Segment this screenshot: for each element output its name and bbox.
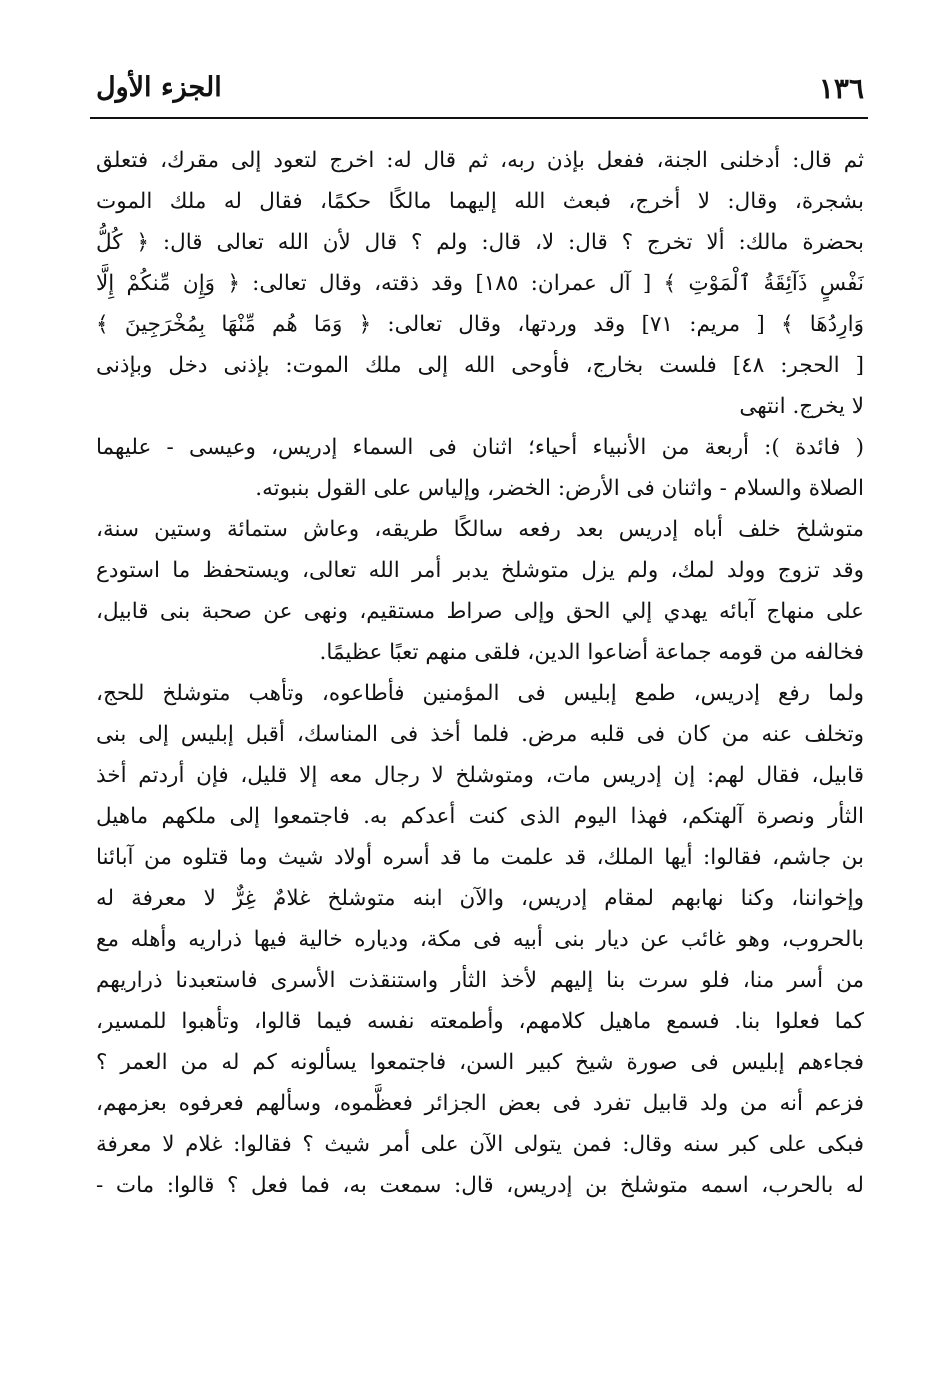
text-line: كما فعلوا بنا. فسمع ماهيل كلامهم، وأطمعته نفسه فيما قالوا، وتأهبوا للمسير، <box>96 1009 864 1034</box>
text-line: على منهاج آبائه يهدي إلي الحق وإلى صراط مستقيم، ونهى عن صحبة بنى قابيل، <box>96 599 864 624</box>
text-line: بن جاشم، فقالوا: أيها الملك، قد علمت ما قد أسره أولاد شيث وما قتلوه من آبائنا <box>96 845 864 870</box>
text-line: وتخلف عنه من كان فى قلبه مرض. فلما أخذ فى المناسك، أقبل إبليس إلى بنى <box>96 722 864 747</box>
running-title: الجزء الأول <box>96 72 222 103</box>
text-line: بشجرة، وقال: لا أخرج، فبعث الله إليهما مالكًا حكمًا، فقال له ملك الموت <box>96 189 864 214</box>
text-line: الصلاة والسلام - واثنان فى الأرض: الخضر، وإلياس على القول بنبوته. <box>255 476 864 501</box>
text-line: نَفْسٍ ذَآئِقَةُ ٱلْمَوْتِ ﴾ [ آل عمران: ١٨٥] وقد ذقته، وقال تعالى: ﴿ وَإِن مِّنكُمْ إِلَّا <box>96 271 864 296</box>
text-line: من أسر منا، فلو سرت بنا إليهم لأخذ الثأر واستنقذت الأسرى فاستعبدنا ذراريهم <box>96 968 864 993</box>
page-number: ١٣٦ <box>818 72 864 105</box>
text-line: فزعم أنه من ولد قابيل تفرد فى بعض الجزائر فعظَّموه، وسألهم فعرفوه بعزمهم، <box>96 1091 864 1116</box>
body-text <box>96 140 864 1206</box>
text-line: بحضرة مالك: ألا تخرج ؟ قال: لا، قال: ولم ؟ قال لأن الله تعالى قال: ﴿ كُلُّ <box>96 230 864 255</box>
text-line: ثم قال: أدخلنى الجنة، ففعل بإذن ربه، ثم قال له: اخرج لتعود إلى مقرك، فتعلق <box>96 148 864 173</box>
text-line: له بالحرب، اسمه متوشلخ بن إدريس، قال: سمعت به، فما فعل ؟ قالوا: مات - <box>96 1173 864 1198</box>
text-line: متوشلخ خلف أباه إدريس بعد رفعه سالكًا طريقه، وعاش ستمائة وستين سنة، <box>96 517 864 542</box>
page-header <box>96 70 864 114</box>
text-line: فبكى على كبر سنه وقال: فمن يتولى الآن على أمر شيث ؟ فقالوا: غلام لا معرفة <box>96 1132 864 1157</box>
text-line: لا يخرج. انتهى <box>739 394 864 419</box>
text-line: ولما رفع إدريس، طمع إبليس فى المؤمنين فأطاعوه، وتأهب متوشلخ للحج، <box>96 681 864 706</box>
text-line: وإخواننا، وكنا نهابهم لمقام إدريس، والآن ابنه متوشلخ غلامٌ غِرٌّ لا معرفة له <box>96 886 864 911</box>
text-line: فجاءهم إبليس فى صورة شيخ كبير السن، فاجتمعوا يسألونه كم له من العمر ؟ <box>96 1050 864 1075</box>
text-line: الثأر ونصرة آلهتكم، فهذا اليوم الذى كنت أعدكم به. فاجتمعوا إلى ملكهم ماهيل <box>96 804 864 829</box>
text-line: قابيل، فقال لهم: إن إدريس مات، ومتوشلخ لا رجال معه إلا قليل، فإن أردتم أخذ <box>96 763 864 788</box>
text-line: [ الحجر: ٤٨] فلست بخارج، فأوحى الله إلى ملك الموت: بإذنى دخل وبإذنى <box>96 353 864 378</box>
text-line: وقد تزوج وولد لمك، ولم يزل متوشلخ يدبر أمر الله تعالى، ويستحفظ ما استودع <box>96 558 864 583</box>
text-line: ( فائدة ): أربعة من الأنبياء أحياء؛ اثنان فى السماء إدريس، وعيسى - عليهما <box>96 435 864 460</box>
text-line: بالحروب، وهو غائب عن ديار بنى أبيه فى مكة، ودياره خالية فيها ذراريه وأهله مع <box>96 927 864 952</box>
header-divider <box>90 117 868 119</box>
text-line: فخالفه من قومه جماعة أضاعوا الدين، فلقى منهم تعبًا عظيمًا. <box>319 640 864 665</box>
text-line: وَارِدُهَا ﴾ [ مريم: ٧١] وقد وردتها، وقال تعالى: ﴿ وَمَا هُم مِّنْهَا بِمُخْرَجِينَ ﴾ <box>96 312 864 337</box>
